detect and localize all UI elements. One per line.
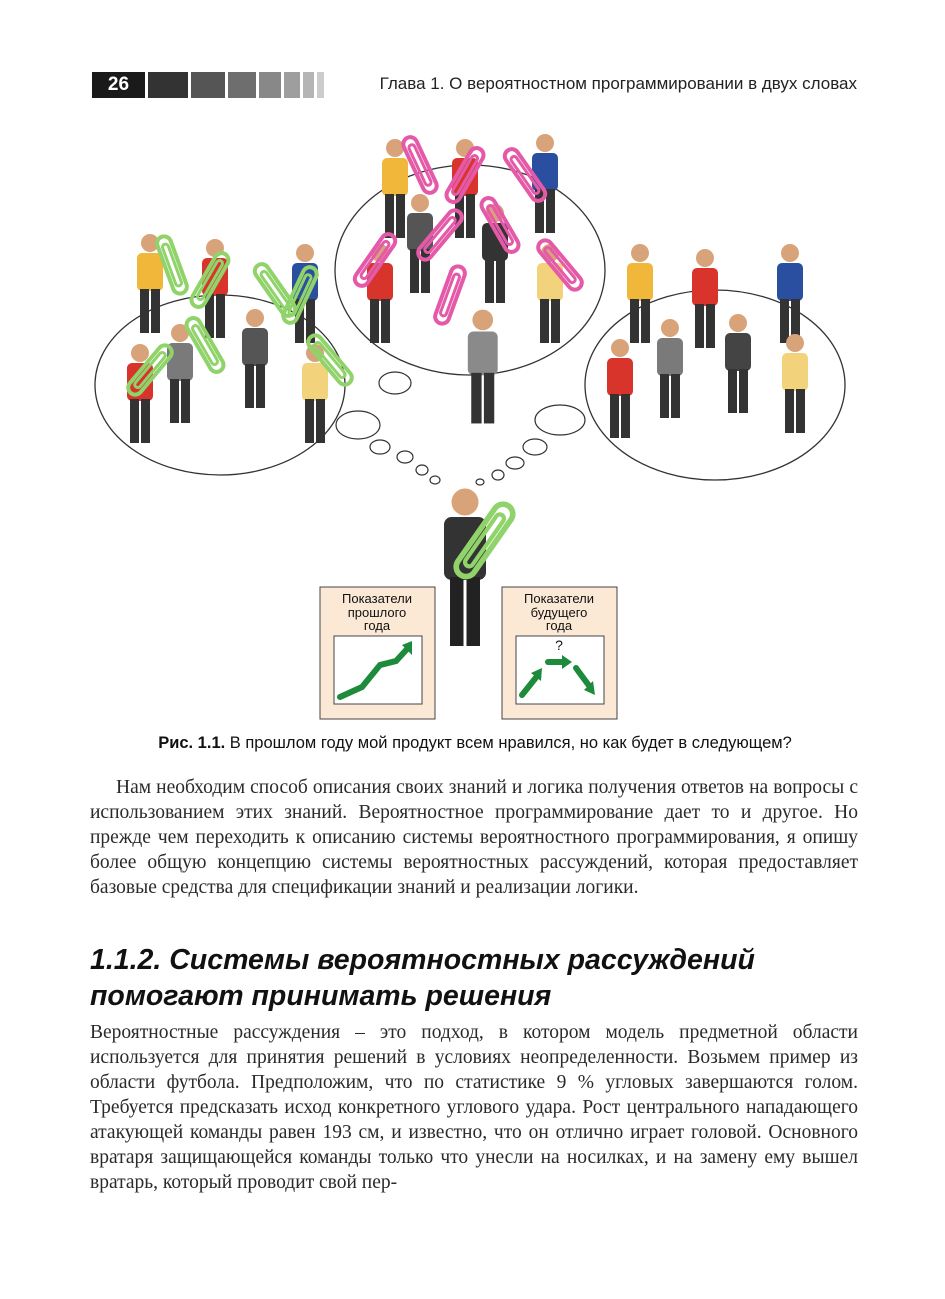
panel-past-line1: Показатели [342, 591, 412, 606]
section-heading-line1: 1.1.2. Системы вероятностных рассуждений [90, 944, 755, 976]
future-question-mark: ? [555, 637, 563, 653]
page-number: 26 [92, 72, 145, 98]
section-heading [90, 942, 870, 1014]
header-bar [284, 72, 300, 98]
figure-illustration [90, 115, 860, 725]
panel-future-line2: будущего [530, 605, 588, 620]
people-clipart [90, 115, 860, 725]
header-decor-bars [148, 72, 327, 98]
panel-future-line3: года [545, 618, 573, 633]
body-paragraph-1: Нам необходим способ описания своих знаний и логика получения ответов на вопросы с использованием этих знаний. Вероятностное программирование дает то и другое. Но прежде чем переходить к описанию системы вероятностного программирования, я опишу более общую концепцию системы вероятностных рассуждений, которая предоставляет базовые средства для спецификации знаний и реализации логики. [90, 777, 858, 898]
header-bar [228, 72, 256, 98]
panel-past-line2: прошлого [347, 605, 407, 620]
panel-future-line1: Показатели [524, 591, 594, 606]
header-bar [317, 72, 324, 98]
header-bar [191, 72, 225, 98]
figure-caption [90, 734, 860, 753]
figure-caption-label: Рис. 1.1. [158, 734, 226, 752]
header-bar [148, 72, 188, 98]
running-title: Глава 1. О вероятностном программировании в двух словах [379, 74, 857, 93]
body-paragraph-2: Вероятностные рассуждения – это подход, в котором модель предметной области используется для принятия решений в условиях неопределенности. Возьмем пример из области футбола. Предположим, что по статистике 9 % угловых завершаются голом. Требуется предсказать исход конкретного углового удара. Рост центрального нападающего атакующей команды равен 193 см, и известно, что он отлично играет головой. Основного вратаря защищающейся команды только что унесли на носилках, и на замену ему вышел вратарь, который проводит свой пер- [90, 1022, 858, 1193]
panel-past-line3: года [363, 618, 391, 633]
section-heading-line2: помогают принимать решения [90, 980, 552, 1012]
panel-future-year [502, 587, 617, 719]
panel-past-year [320, 587, 435, 719]
header-bar [259, 72, 281, 98]
figure-caption-text: В прошлом году мой продукт всем нравился, но как будет в следующем? [225, 734, 792, 752]
header-bar [303, 72, 314, 98]
